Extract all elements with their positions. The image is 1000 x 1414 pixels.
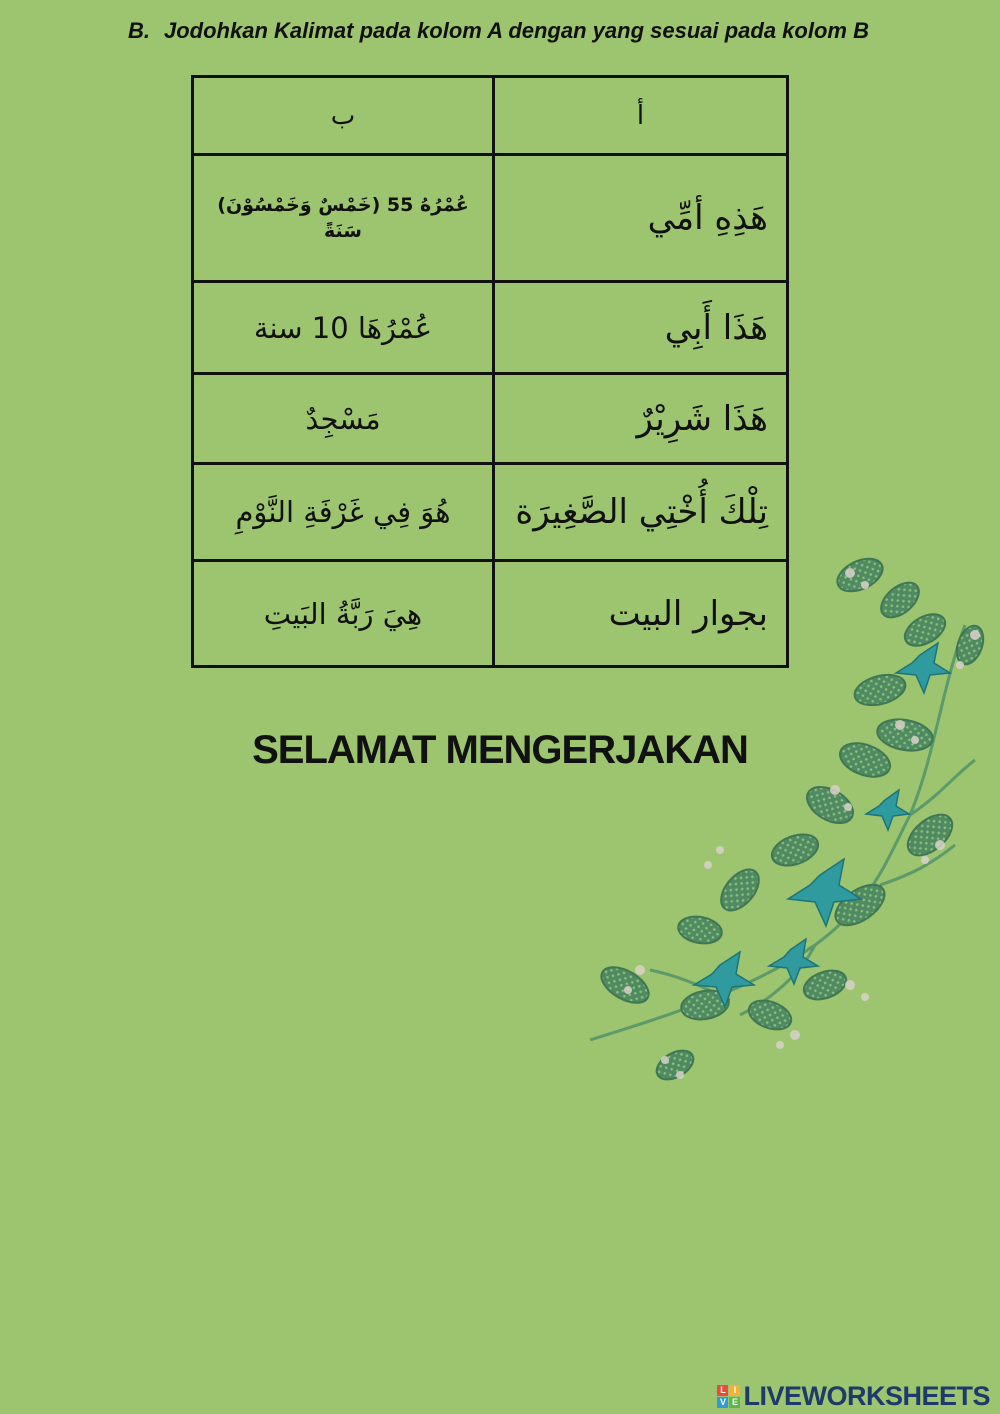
table-row xyxy=(193,282,788,374)
column-b-cell xyxy=(193,464,494,561)
floral-vine-icon xyxy=(580,545,1000,1090)
column-a-cell xyxy=(494,155,788,282)
table-header-row xyxy=(193,77,788,155)
column-a-text: هَذَا شَرِيْرٌ xyxy=(636,398,768,439)
column-b-text: عُمْرُهَا 10 سنة xyxy=(253,310,433,345)
instruction-number: B. xyxy=(128,18,150,43)
column-a-text: هَذِهِ أمِّي xyxy=(647,198,768,238)
table-row xyxy=(193,374,788,464)
logo-mark-letter: E xyxy=(729,1397,740,1408)
column-b-text: هُوَ فِي غَرْفَةِ النَّوْمِ xyxy=(235,495,451,529)
column-a-header: أ xyxy=(494,77,788,155)
column-b-text: مَسْجِدٌ xyxy=(305,401,381,436)
instruction-heading xyxy=(128,18,888,44)
column-b-text: هِيَ رَبَّةُ البَيتِ xyxy=(263,596,423,631)
column-a-cell xyxy=(494,282,788,374)
logo-mark-letter: I xyxy=(729,1385,740,1396)
column-b-cell xyxy=(193,282,494,374)
column-b-text: عُمْرُهُ 55 (خَمْسٌ وَخَمْسُوْنَ) سَنَةً xyxy=(217,194,469,242)
closing-message: SELAMAT MENGERJAKAN xyxy=(252,728,748,772)
liveworksheets-logo xyxy=(717,1382,990,1410)
logo-mark-letter: V xyxy=(717,1397,728,1408)
column-b-cell xyxy=(193,155,494,282)
column-a-text: تِلْكَ أُخْتِي الصَّغِيرَة xyxy=(515,492,768,532)
column-a-text: هَذَا أَبِي xyxy=(664,307,768,348)
instruction-text: Jodohkan Kalimat pada kolom A dengan yang sesuai pada kolom B xyxy=(164,18,869,43)
logo-text: LIVEWORKSHEETS xyxy=(743,1380,990,1411)
column-b-header: ب xyxy=(193,77,494,155)
column-a-cell xyxy=(494,374,788,464)
logo-mark-icon xyxy=(717,1385,740,1408)
column-b-cell xyxy=(193,374,494,464)
column-b-cell xyxy=(193,561,494,667)
column-a-text: بجوار البيت xyxy=(608,593,768,634)
logo-mark-letter: L xyxy=(717,1385,728,1396)
table-row xyxy=(193,155,788,282)
